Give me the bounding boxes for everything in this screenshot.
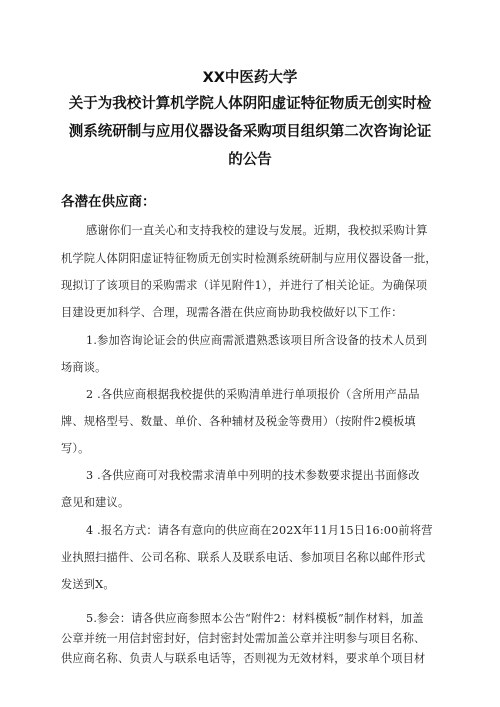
item-3-line: 3 .各供应商可对我校需求清单中列明的技术参数要求提出书面修改 <box>86 469 420 482</box>
intro-line: 感谢你们一直关心和支持我校的建设与发展。近期，我校拟采购计算 <box>86 224 428 237</box>
intro-line: 目建设更加科学、合理，现需各潜在供应商协助我校做好以下工作： <box>61 306 403 319</box>
item-2-line: 写）。 <box>61 442 90 455</box>
title-line-3: 的公告 <box>228 152 272 168</box>
item-5-line: 5.参会：请各供应商参照本公告“附件2：材料模板”制作材料，加盖 <box>86 612 424 625</box>
item-2-line: 2 .各供应商根据我校提供的采购清单进行单项报价（含所用产品品 <box>86 388 420 401</box>
item-4-line: 发送到X。 <box>61 578 115 591</box>
item-4-line: 业执照扫描件、公司名称、联系人及联系电话、参加项目名称以邮件形式 <box>61 551 426 564</box>
salutation: 各潜在供应商： <box>61 194 156 210</box>
item-5-line: 供应商名称、负责人与联系电话等，否则视为无效材料，要求单个项目材 <box>61 652 426 665</box>
title-line-1: 关于为我校计算机学院人体阴阳虚证特征物质无创实时检 <box>68 96 432 112</box>
item-1-line: 场商谈。 <box>61 361 107 374</box>
title-line-2: 测系统研制与应用仪器设备采购项目组织第二次咨询论证 <box>68 124 432 140</box>
item-3-line: 意见和建议。 <box>61 496 130 509</box>
item-4-line: 4 .报名方式：请各有意向的供应商在202X年11月15日16:00前将营 <box>86 524 433 537</box>
item-5-line: 公章并统一用信封密封好，信封密封处需加盖公章并注明参与项目名称、 <box>61 632 426 645</box>
intro-line: 机学院人体阴阳虚证特征物质无创实时检测系统研制与应用仪器设备一批， <box>61 252 437 265</box>
intro-line: 现拟订了该项目的采购需求（详见附件1），并进行了相关论证。为确保项 <box>61 279 428 292</box>
item-1-line: 1.参加咨询论证会的供应商需派遣熟悉该项目所含设备的技术人员到 <box>86 334 428 347</box>
university-name: XX中医药大学 <box>202 70 298 86</box>
item-2-line: 牌、规格型号、数量、单价、各种辅材及税金等费用）（按附件2模板填 <box>61 415 416 428</box>
